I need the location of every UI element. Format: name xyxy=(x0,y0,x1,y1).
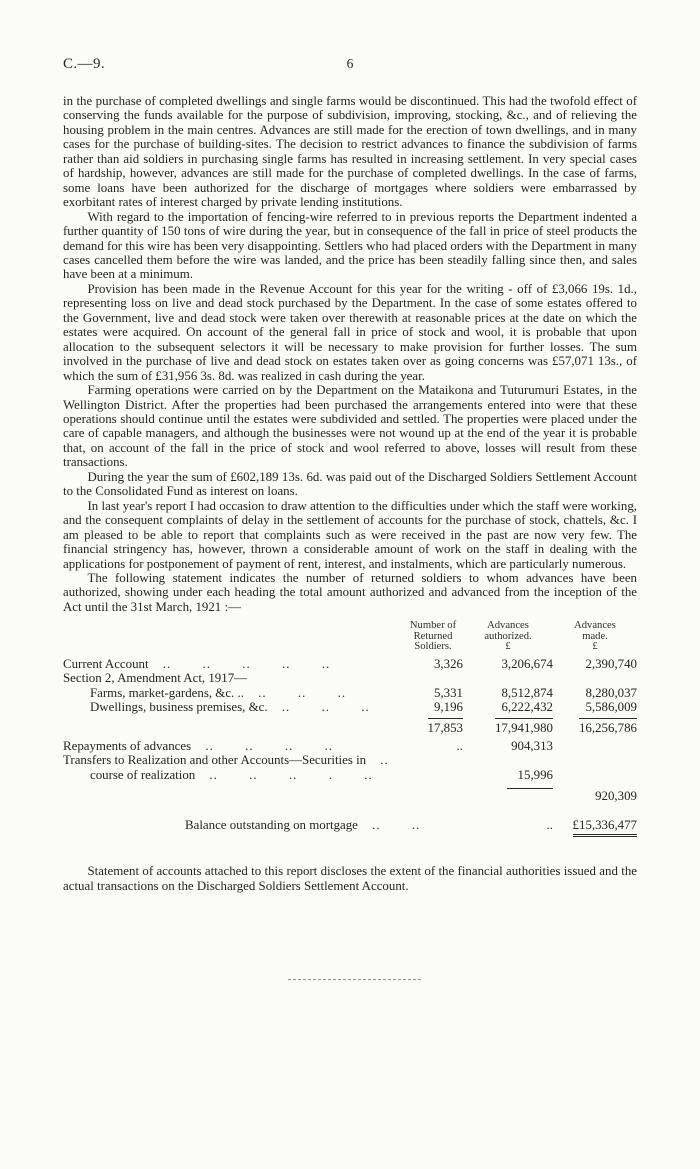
cell-made: 920,309 xyxy=(595,789,637,804)
cell-made: 5,586,009 xyxy=(585,700,637,715)
row-label xyxy=(63,739,403,754)
cell-made: 8,280,037 xyxy=(585,685,637,700)
cell-soldiers: .. xyxy=(456,738,463,753)
leader-dots: .. .. .. xyxy=(258,685,347,700)
paragraph-interest-on-loans: During the year the sum of £602,189 13s. 6d. was paid out of the Discharged Soldiers Settlement Account to the Consolidated Fund as interest on loans. xyxy=(63,469,637,499)
table-row-transfers-line2 xyxy=(63,768,637,783)
table-row-dwellings xyxy=(63,700,637,715)
document-reference: C.—9. xyxy=(63,56,106,72)
paragraph-statement-intro: The following statement indicates the number of returned soldiers to whom advances have been authorized, showing under each heading the total amount authorized and advanced from the inception of the Act until the 31st March, 1921 :— xyxy=(63,570,637,614)
total-value: 17,941,980 xyxy=(495,718,553,736)
table-row-totals xyxy=(63,718,637,736)
balance-amount: £15,336,477 xyxy=(573,818,637,838)
column-header-line: £ xyxy=(505,641,511,653)
cell-authorized xyxy=(463,782,553,789)
table-row-transfers-line1 xyxy=(63,753,637,768)
leader-dots: .. .. .. .. xyxy=(205,738,334,753)
cell-authorized: 8,512,874 xyxy=(501,685,553,700)
cell-soldiers: 5,331 xyxy=(433,685,463,700)
row-label xyxy=(63,686,403,701)
paragraph-dwellings-continuation: in the purchase of completed dwellings and single farms would be discontinued. This had the twofold effect of conserving the funds available for the purpose of subdivision, improving, stocking, &c., and of relieving the housing problem in the main centres. Advances are still made for the erection of town dwellings, and in many cases for the purchase of building-sites. The decision to restrict advances to finance the subdivision of farms rather than aid soldiers in purchasing single farms has resulted in increasing settlement. In very special cases of hardship, however, advances are still made for the purchase of completed dwellings. In the case of farms, some loans have been authorized for the discharge of mortgages where soldiers were embarrassed by exorbitant rates of interest charged by private lending institutions. xyxy=(63,94,637,210)
leader-dots: .. .. xyxy=(372,817,421,832)
leader-dots: .. .. .. .. .. xyxy=(162,656,331,671)
column-header-line: £ xyxy=(592,641,598,653)
leader-dots: .. .. .. xyxy=(281,700,370,715)
cell-authorized: 15,996 xyxy=(517,767,553,782)
leader-dots: .. xyxy=(380,753,389,768)
table-row-current-account xyxy=(63,657,637,672)
cell-authorized: 904,313 xyxy=(511,738,553,753)
column-header-line: Number of xyxy=(409,620,457,632)
column-header-line: Returned xyxy=(413,630,453,642)
paragraph-staff-difficulties: In last year's report I had occasion to draw attention to the difficulties under which the staff were working, and the consequent complaints of delay in the settlement of accounts for the purchase of stock, chattels, &c. I am pleased to be able to report that complaints such as were received in the past are now very few. The financial stringency has, however, thrown a considerable amount of work on the staff in dealing with the applications for postponement of payment of rent, interest, and instalments, which are particularly numerous. xyxy=(63,498,637,571)
separator-line xyxy=(288,979,421,980)
row-label-text: Balance outstanding on mortgage xyxy=(185,817,358,832)
table-row-section-heading xyxy=(63,671,637,686)
row-label xyxy=(63,700,403,715)
table-header-row xyxy=(63,621,637,652)
table-row-repayments xyxy=(63,739,637,754)
row-label-text: Transfers to Realization and other Accounts—Securities in xyxy=(63,753,367,768)
column-header-line: Soldiers. xyxy=(414,641,452,653)
cell-made: 2,390,740 xyxy=(585,656,637,671)
paragraph-revenue-account: Provision has been made in the Revenue Account for this year for the writing - off of £3,066 19s. 1d., representing loss on live and dead stock purchased by the Department. In the case of some estates offered to the Government, live and dead stock were taken over therewith at reasonable prices at the date on which the estates were acquired. On account of the general fall in price of stock and wool, it is probable that upon allocation to the subsequent selectors it will be necessary to make provision for further losses. The sum involved in the purchase of live and dead stock on estates taken over as going concerns was £57,071 13s., of which the sum of £31,956 3s. 8d. was realized in cash during the year. xyxy=(63,281,637,383)
total-value: 16,256,786 xyxy=(579,718,637,736)
row-label-text: Repayments of advances xyxy=(63,738,192,753)
page-header xyxy=(63,56,637,73)
row-label xyxy=(63,657,403,672)
row-label-text: Current Account xyxy=(63,656,149,671)
table-row-subtotal-rule xyxy=(63,782,637,789)
row-label-text: course of realization xyxy=(90,767,196,782)
row-label xyxy=(63,768,403,783)
row-label-text: Dwellings, business premises, &c. xyxy=(90,700,268,715)
page-number: 6 xyxy=(346,56,354,71)
column-header-line: Advances xyxy=(574,620,616,632)
cell-balance-value xyxy=(553,818,637,838)
table-row-transfers-subtotal xyxy=(63,789,637,804)
column-header-line: authorized. xyxy=(484,630,532,642)
column-header-made xyxy=(553,621,637,652)
table-row-farms xyxy=(63,686,637,701)
row-label xyxy=(63,817,421,833)
column-header-soldiers xyxy=(403,621,463,652)
paragraph-farming-operations: Farming operations were carried on by the Department on the Mataikona and Tuturumuri Estates, in the Wellington District. After the properties had been purchased the arrangements entered into were that these operations should continue until the estates were subdivided and settled. The properties were placed under the care of capable managers, and although the businesses were not wound up at the end of the year it is probable that, on account of the fall in the price of stock and wool referred to above, losses will result from these transactions. xyxy=(63,383,637,470)
report-body xyxy=(63,94,637,614)
advances-statement-table xyxy=(63,621,637,837)
row-label xyxy=(63,753,403,768)
cell-soldiers: 3,326 xyxy=(433,656,463,671)
cell-authorized: 3,206,674 xyxy=(501,656,553,671)
column-header-line: made. xyxy=(582,630,608,642)
cell-soldiers: 9,196 xyxy=(433,700,463,715)
leader-dots: .. .. .. . .. xyxy=(209,767,373,782)
paragraph-fencing-wire: With regard to the importation of fencing-wire referred to in previous reports the Department indented a further quantity of 150 tons of wire during the year, but in consequence of the fall in price of steel products the demand for this wire has been very disappointing. Settlers who had placed orders with the Department in many cases cancelled them before the wire was landed, and the price has been steadily falling since then, and sales have been at a minimum. xyxy=(63,209,637,282)
paragraph-closing: Statement of accounts attached to this report discloses the extent of the financial authorities issued and the actual transactions on the Discharged Soldiers Settlement Account. xyxy=(63,864,637,893)
cell-made-total xyxy=(553,718,637,736)
cell-authorized: .. xyxy=(546,817,553,832)
cell-authorized: 6,222,432 xyxy=(501,700,553,715)
cell-soldiers-total xyxy=(403,718,463,736)
sum-rule xyxy=(507,788,553,789)
column-header-line: Advances xyxy=(487,620,529,632)
total-value: 17,853 xyxy=(428,718,463,736)
table-row-balance xyxy=(63,818,637,838)
row-label: Section 2, Amendment Act, 1917— xyxy=(63,671,248,686)
column-header-authorized xyxy=(463,621,553,652)
cell-authorized-total xyxy=(463,718,553,736)
row-label-text: Farms, market-gardens, &c. .. xyxy=(90,685,244,700)
